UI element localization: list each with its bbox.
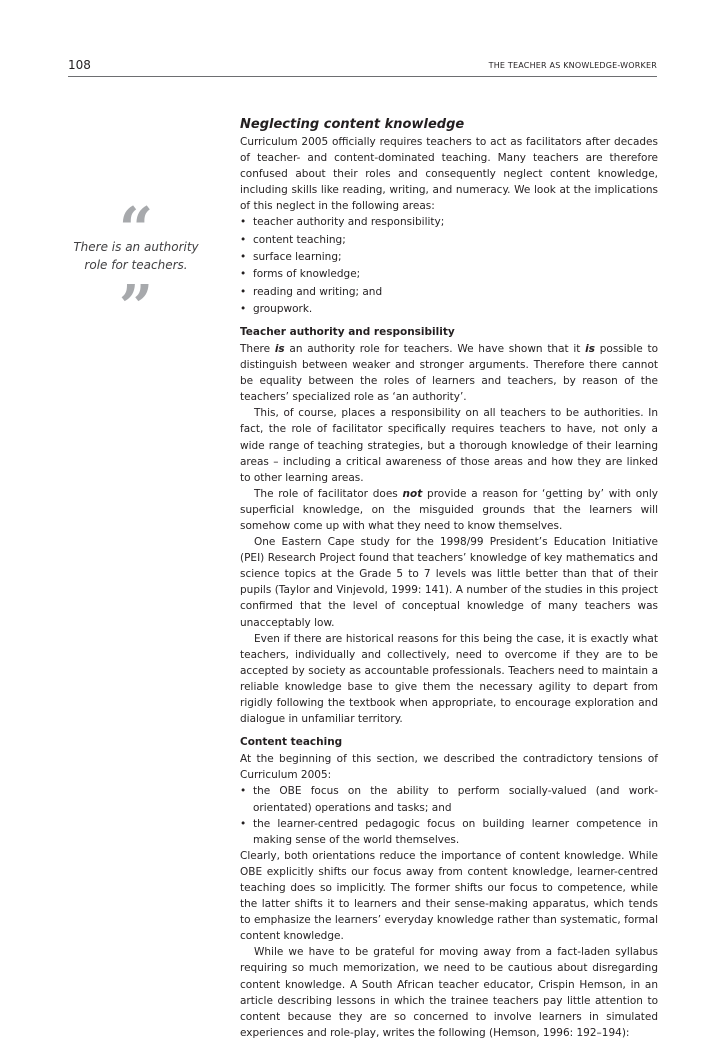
authority-paragraph-2: This, of course, places a responsibility on all teachers to be authorities. In fact, the role of facilitator specifically requires teachers to have, not only a wide range of teaching strategies, but a thorough knowledge of their learning areas – including a critical awareness of those areas and how they are linked to other learning areas. (240, 407, 658, 484)
authority-paragraph-1: There is an authority role for teachers. We have shown that it is possible to distinguish between weaker and stronger arguments. Therefore there cannot be equality between the roles of learners and teachers, by reason of the teachers’ specialized role as ‘an authority’. (240, 342, 658, 404)
bullet-icon: • (240, 268, 247, 281)
authority-heading: Teacher authority and responsibility (240, 325, 455, 338)
section-intro: Curriculum 2005 officially requires teachers to act as facilitators after decades of teacher- and content-dominated teaching. Many teachers are therefore confused about their roles and consequently neglect content knowledge, including skills like reading, writing, and numeracy. We look at the implications of this neglect in the following areas: (240, 136, 658, 213)
main-column (240, 116, 658, 1041)
content-teaching-heading: Content teaching (240, 736, 343, 749)
list-item: • forms of knowledge; (240, 266, 658, 282)
content-teaching-paragraph-2: Clearly, both orientations reduce the importance of content knowledge. While OBE explicitly shifts our focus away from content knowledge, learner-centred teaching does so implicitly. The former shifts our focus to competence, while the latter shifts it to learners and their sense-making apparatus, which tends to emphasize the learners’ everyday knowledge rather than systematic, formal content knowledge. (240, 849, 658, 943)
content-teaching-paragraph-3: While we have to be grateful for moving away from a fact-laden syllabus requiring so much memorization, we need to be cautious about disregarding content knowledge. A South African teacher educator, Crispin Hemson, in an article describing lessons in which the trainee teachers pay little attention to content because they are so concerned to involve learners in simulated experiences and role-play, writes the following (Hemson, 1996: 192–194): (240, 946, 658, 1039)
section-title: Neglecting content knowledge (240, 117, 465, 132)
bullet-icon: • (240, 233, 247, 246)
authority-paragraph-3: The role of facilitator does not provide a reason for ‘getting by’ with only superficial knowledge, on the misguided grounds that the learners will somehow come up with what they need to know themselves. (240, 487, 659, 532)
bullet-icon: • (240, 285, 247, 298)
list-item: • content teaching; (240, 232, 658, 248)
list-item: • groupwork. (240, 301, 658, 317)
list-item: • the OBE focus on the ability to perform socially-valued (and work-orientated) operations and tasks; and (240, 785, 658, 814)
list-item: • surface learning; (240, 249, 658, 265)
content-teaching-paragraph-1: At the beginning of this section, we described the contradictory tensions of Curriculum 2005: (240, 753, 658, 782)
authority-paragraph-4: One Eastern Cape study for the 1998/99 President’s Education Initiative (PEI) Research Project found that teachers’ knowledge of key mathematics and science topics at the Grade 5 to 7 levels was little better than that of their pupils (Taylor and Vinjevold, 1999: 141). A number of the studies in this project confirmed that the level of conceptual knowledge of many teachers was unacceptably low. (240, 536, 658, 629)
pull-quote (66, 195, 206, 343)
pull-quote-text: There is an authority role for teachers. (73, 240, 199, 272)
areas-list (240, 214, 658, 317)
tensions-list (240, 783, 658, 847)
list-item: • the learner-centred pedagogic focus on building learner competence in making sense of the world themselves. (240, 817, 658, 846)
bullet-icon: • (240, 216, 247, 229)
header-rule (68, 76, 657, 77)
bullet-icon: • (240, 785, 247, 798)
running-header: THE TEACHER AS KNOWLEDGE-WORKER (488, 61, 657, 70)
bullet-icon: • (240, 302, 247, 315)
open-quote-mark: “ (118, 195, 154, 265)
bullet-icon: • (240, 817, 247, 830)
close-quote-mark: ” (118, 273, 154, 343)
list-item: • reading and writing; and (240, 284, 658, 300)
list-item: • teacher authority and responsibility; (240, 214, 658, 230)
authority-paragraph-5: Even if there are historical reasons for this being the case, it is exactly what teachers, individually and collectively, need to overcome if they are to be accepted by society as accountable professionals. Teachers need to maintain a reliable knowledge base to give them the necessary agility to depart from rigidly following the textbook when appropriate, to encourage exploration and dialogue in unfamiliar territory. (240, 632, 658, 726)
page-number: 108 (68, 58, 91, 72)
bullet-icon: • (240, 251, 247, 264)
